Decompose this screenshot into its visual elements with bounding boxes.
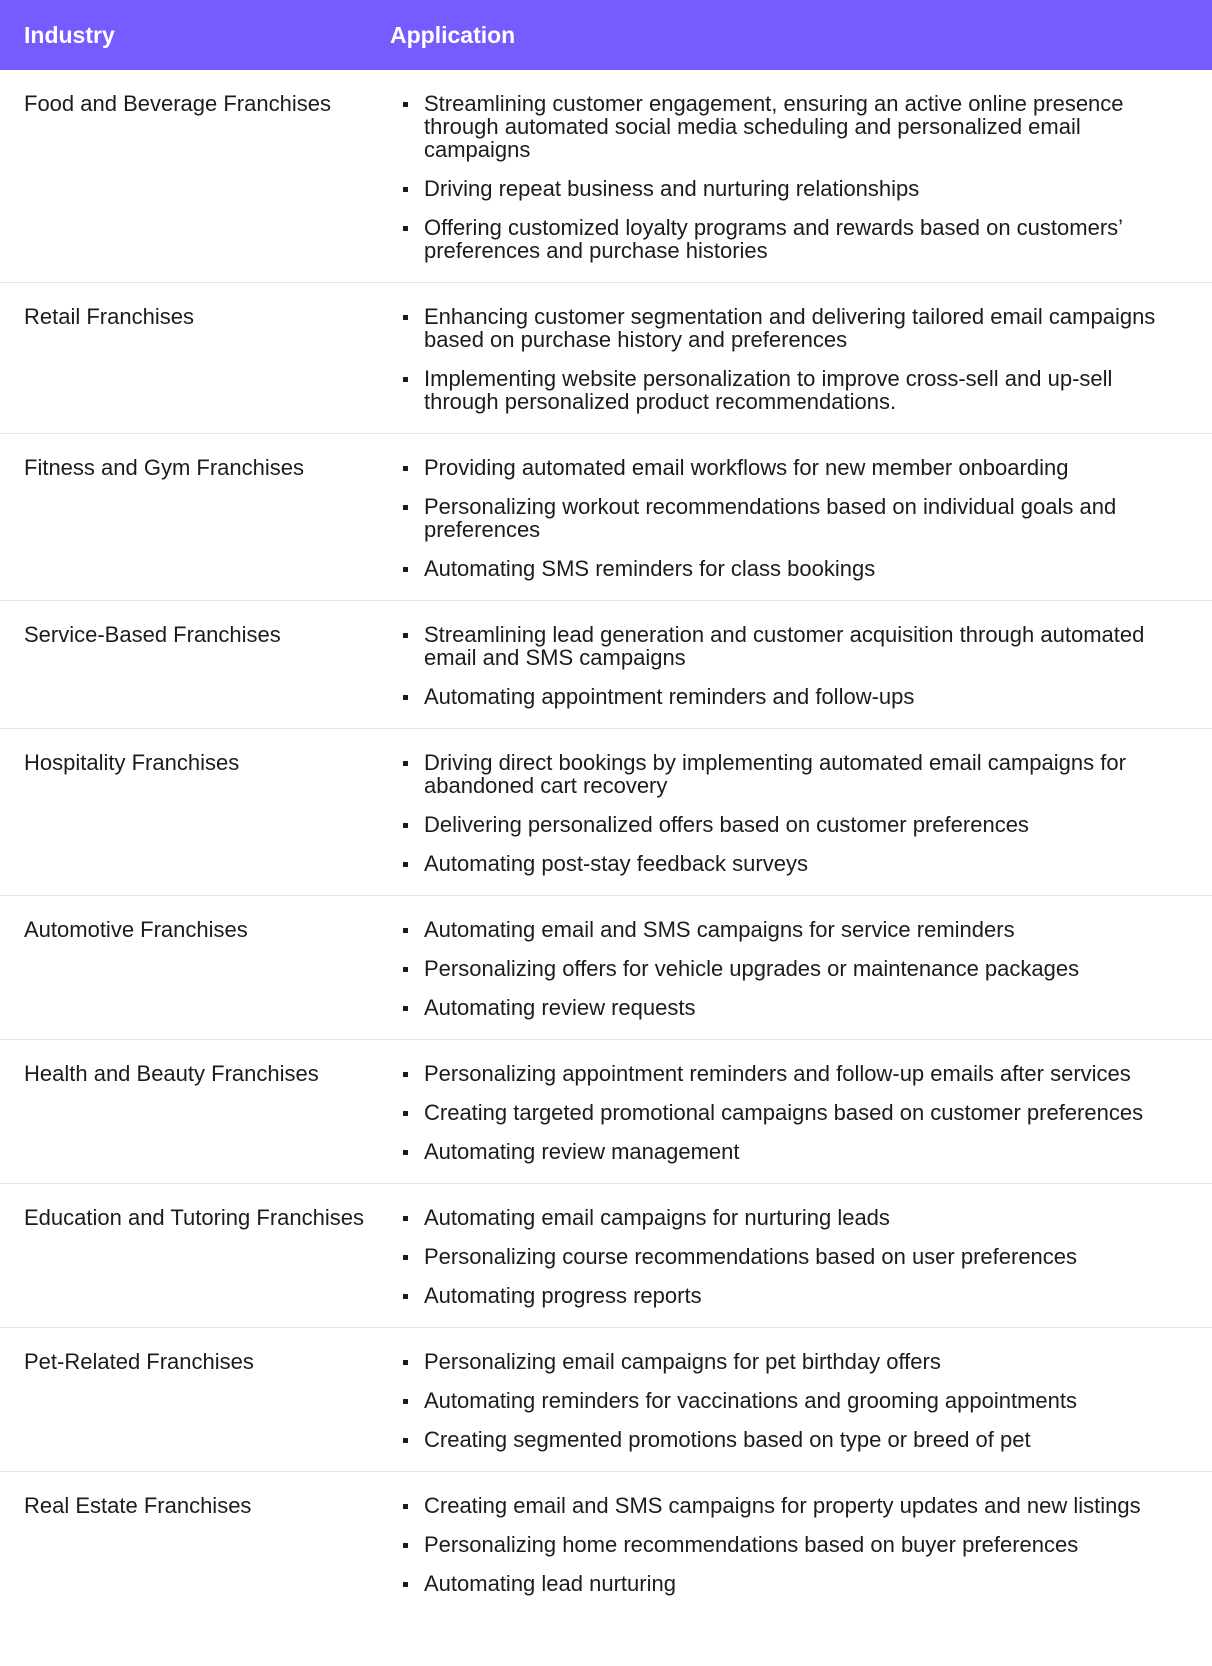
table-row: [0, 1184, 1212, 1328]
industry-cell: Education and Tutoring Franchises: [24, 1205, 364, 1230]
industry-cell: Retail Franchises: [24, 304, 194, 329]
application-list-item: Streamlining customer engagement, ensuring an active online presence through automated social media scheduling and personalized email campaigns: [390, 92, 1182, 161]
application-list-item: Automating appointment reminders and follow-ups: [390, 685, 1182, 708]
application-list-item: Creating email and SMS campaigns for property updates and new listings: [390, 1494, 1182, 1517]
application-list: [390, 1494, 1182, 1595]
application-cell: [390, 70, 1212, 282]
application-list-item: Automating SMS reminders for class bookings: [390, 557, 1182, 580]
application-list-item: Personalizing course recommendations based on user preferences: [390, 1245, 1182, 1268]
application-cell: [390, 896, 1212, 1039]
table-row: [0, 601, 1212, 729]
application-list: [390, 1350, 1182, 1451]
application-list-item: Offering customized loyalty programs and rewards based on customers’ preferences and purchase histories: [390, 216, 1182, 262]
application-cell: [390, 601, 1212, 728]
application-cell: [390, 1472, 1212, 1615]
industry-cell: Health and Beauty Franchises: [24, 1061, 319, 1086]
application-cell: [390, 1328, 1212, 1471]
application-list-item: Personalizing workout recommendations based on individual goals and preferences: [390, 495, 1182, 541]
table-row: [0, 1328, 1212, 1472]
application-list-item: Driving repeat business and nurturing relationships: [390, 177, 1182, 200]
industry-cell: Fitness and Gym Franchises: [24, 455, 304, 480]
application-cell: [390, 434, 1212, 600]
application-list-item: Creating segmented promotions based on type or breed of pet: [390, 1428, 1182, 1451]
industry-cell: Service-Based Franchises: [24, 622, 281, 647]
application-list-item: Automating review management: [390, 1140, 1182, 1163]
application-list: [390, 456, 1182, 580]
application-cell: [390, 1040, 1212, 1183]
application-list: [390, 751, 1182, 875]
application-list: [390, 305, 1182, 413]
application-list-item: Automating review requests: [390, 996, 1182, 1019]
application-list-item: Enhancing customer segmentation and delivering tailored email campaigns based on purchase history and preferences: [390, 305, 1182, 351]
industry-cell: Food and Beverage Franchises: [24, 91, 331, 116]
application-list-item: Personalizing appointment reminders and follow-up emails after services: [390, 1062, 1182, 1085]
industry-cell: Pet-Related Franchises: [24, 1349, 254, 1374]
application-list-item: Delivering personalized offers based on customer preferences: [390, 813, 1182, 836]
application-cell: [390, 1184, 1212, 1327]
application-column-header: Application: [390, 21, 516, 48]
application-list-item: Personalizing home recommendations based on buyer preferences: [390, 1533, 1182, 1556]
application-list: [390, 1062, 1182, 1163]
table-row: [0, 896, 1212, 1040]
table-header: [0, 0, 1212, 70]
application-list-item: Automating lead nurturing: [390, 1572, 1182, 1595]
table-row: [0, 70, 1212, 283]
application-list-item: Streamlining lead generation and customer acquisition through automated email and SMS campaigns: [390, 623, 1182, 669]
industry-cell: Automotive Franchises: [24, 917, 248, 942]
table-row: [0, 283, 1212, 434]
application-list-item: Providing automated email workflows for new member onboarding: [390, 456, 1182, 479]
application-list: [390, 92, 1182, 262]
application-list-item: Automating progress reports: [390, 1284, 1182, 1307]
application-list-item: Personalizing offers for vehicle upgrades or maintenance packages: [390, 957, 1182, 980]
table-row: [0, 1472, 1212, 1615]
table-row: [0, 434, 1212, 601]
industry-column-header: Industry: [24, 21, 115, 48]
application-list: [390, 1206, 1182, 1307]
application-list-item: Personalizing email campaigns for pet birthday offers: [390, 1350, 1182, 1373]
application-list-item: Driving direct bookings by implementing automated email campaigns for abandoned cart recovery: [390, 751, 1182, 797]
application-list: [390, 918, 1182, 1019]
application-cell: [390, 283, 1212, 433]
industry-cell: Real Estate Franchises: [24, 1493, 252, 1518]
application-list: [390, 623, 1182, 708]
application-list-item: Automating reminders for vaccinations and grooming appointments: [390, 1389, 1182, 1412]
application-list-item: Automating email campaigns for nurturing leads: [390, 1206, 1182, 1229]
industry-cell: Hospitality Franchises: [24, 750, 240, 775]
application-list-item: Automating post-stay feedback surveys: [390, 852, 1182, 875]
table-row: [0, 1040, 1212, 1184]
table-body: [0, 70, 1212, 1615]
application-list-item: Automating email and SMS campaigns for service reminders: [390, 918, 1182, 941]
application-cell: [390, 729, 1212, 895]
table-row: [0, 729, 1212, 896]
application-list-item: Creating targeted promotional campaigns based on customer preferences: [390, 1101, 1182, 1124]
application-list-item: Implementing website personalization to improve cross-sell and up-sell through personalized product recommendations.: [390, 367, 1182, 413]
